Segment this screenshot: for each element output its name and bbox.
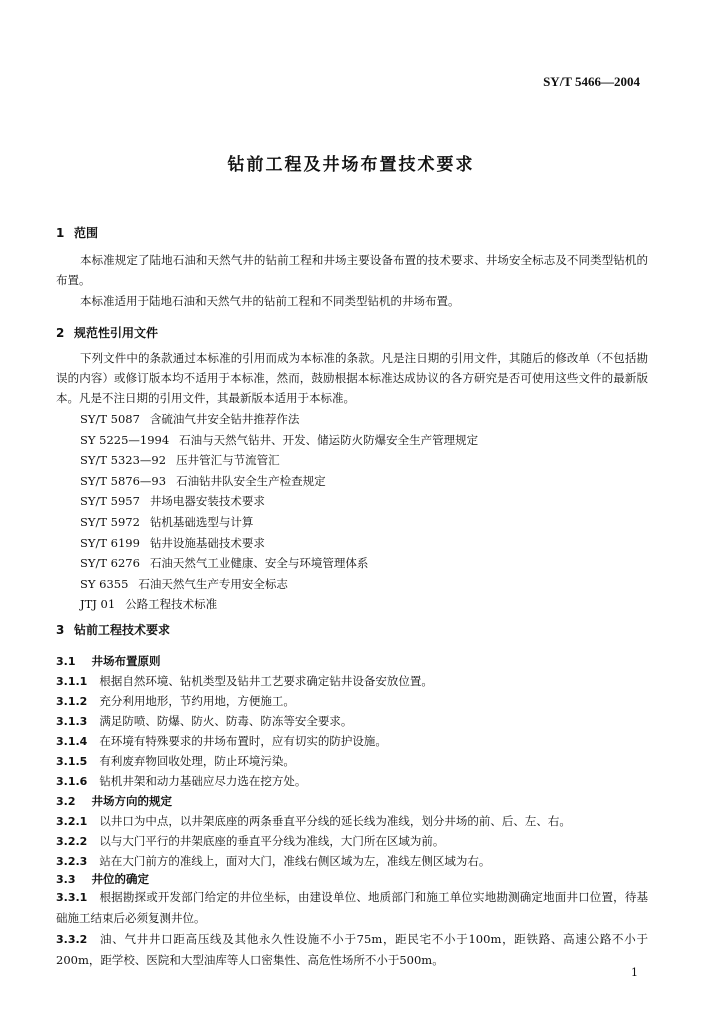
clause-3-1-1	[56, 671, 648, 692]
section-number: 1	[56, 226, 65, 240]
reference-item	[80, 471, 478, 492]
reference-title: 公路工程技术标准	[125, 597, 218, 612]
clause-number: 3.1	[56, 655, 76, 668]
reference-title: 石油天然气工业健康、安全与环境管理体系	[149, 556, 369, 571]
reference-item	[80, 450, 478, 471]
clause-number: 3.2.2	[56, 835, 88, 848]
reference-code: SY/T 5972	[80, 514, 140, 529]
clause-number: 3.1.3	[56, 715, 88, 728]
reference-list	[80, 409, 478, 615]
scope-paragraph-2: 本标准适用于陆地石油和天然气井的钻前工程和不同类型钻机的井场布置。	[80, 294, 460, 308]
reference-item	[80, 594, 478, 615]
clause-text: 根据自然环境、钻机类型及钻井工艺要求确定钻井设备安放位置。	[99, 674, 433, 688]
reference-item	[80, 533, 478, 554]
clause-3-1-3	[56, 711, 648, 732]
reference-code: SY/T 5087	[80, 412, 140, 426]
reference-title: 井场电器安装技术要求	[149, 494, 265, 509]
section-1-heading	[56, 224, 98, 241]
clause-number: 3.2	[56, 795, 76, 808]
page-number: 1	[631, 966, 638, 979]
clause-number: 3.2.1	[56, 815, 88, 828]
section-title: 范围	[74, 226, 99, 240]
reference-item	[80, 553, 478, 574]
reference-code: SY/T 5957	[80, 494, 140, 509]
section-number: 2	[56, 326, 65, 340]
clause-text: 在环境有特殊要求的井场布置时，应有切实的防护设施。	[99, 734, 387, 748]
reference-title: 含硫油气井安全钻井推荐作法	[149, 412, 300, 426]
section-title: 钻前工程技术要求	[74, 623, 171, 637]
clause-number: 3.1.5	[56, 755, 88, 768]
clause-number: 3.3	[56, 873, 76, 886]
reference-item	[80, 512, 478, 533]
clause-text: 钻机井架和动力基础应尽力选在挖方处。	[99, 774, 307, 788]
clause-text: 站在大门前方的准线上，面对大门，准线右侧区域为左，准线左侧区域为右。	[99, 854, 491, 868]
clause-3-3-2	[56, 929, 648, 970]
clause-text: 油、气井井口距高压线及其他永久性设施不小于75m，距民宅不小于100m，距铁路、高速公路不小于200m，距学校、医院和大型油库等人口密集性、高危性场所不小于500m。	[56, 932, 648, 967]
clause-text: 井场布置原则	[91, 654, 161, 668]
reference-code: SY 6355	[80, 576, 129, 591]
clause-number: 3.3.2	[56, 933, 88, 946]
clause-number: 3.2.3	[56, 855, 88, 868]
clause-3-2-2	[56, 831, 648, 852]
clause-number: 3.1.1	[56, 675, 88, 688]
section-number: 3	[56, 623, 65, 637]
clause-3-2-1	[56, 811, 648, 832]
clause-text: 以井口为中点，以井架底座的两条垂直平分线的延长线为准线，划分井场的前、后、左、右。	[99, 814, 571, 828]
clause-text: 充分利用地形，节约用地，方便施工。	[99, 694, 295, 708]
standard-code: SY/T 5466—2004	[543, 74, 640, 89]
references-intro: 下列文件中的条款通过本标准的引用而成为本标准的条款。凡是注日期的引用文件，其随后的修改单（不包括勘误的内容）或修订版本均不适用于本标准，然而，鼓励根据本标准达成协议的各方研究是否可使用这些文件的最新版本。凡是不注日期的引用文件，其最新版本适用于本标准。	[56, 351, 648, 405]
clause-text: 以与大门平行的井架底座的垂直平分线为准线，大门所在区域为前。	[99, 834, 445, 848]
clause-text: 井场方向的规定	[91, 794, 172, 808]
clause-3-1-2	[56, 691, 648, 712]
section-3-heading	[56, 621, 170, 638]
clause-3-1-6	[56, 771, 648, 792]
clause-3-1-4	[56, 731, 648, 752]
reference-code: SY/T 5876—93	[80, 473, 167, 488]
reference-code: JTJ 01	[80, 597, 116, 612]
document-title: 钻前工程及井场布置技术要求	[227, 155, 475, 175]
clause-3-1-heading	[56, 651, 648, 672]
section-2-heading	[56, 324, 158, 341]
reference-item	[80, 430, 478, 451]
clause-number: 3.1.2	[56, 695, 88, 708]
clause-3-1-5	[56, 751, 648, 772]
reference-title: 石油与天然气钻井、开发、储运防火防爆安全生产管理规定	[179, 432, 479, 447]
clause-number: 3.1.6	[56, 775, 88, 788]
clause-number: 3.3.1	[56, 891, 88, 904]
clause-3-3-1	[56, 887, 648, 928]
reference-item	[80, 409, 478, 430]
clause-text: 井位的确定	[91, 872, 149, 886]
reference-item	[80, 574, 478, 595]
section-title: 规范性引用文件	[74, 326, 159, 340]
reference-title: 石油钻井队安全生产检查规定	[176, 473, 326, 488]
clause-text: 根据勘探或开发部门给定的井位坐标，由建设单位、地质部门和施工单位实地勘测确定地面井口位置，待基础施工结束后必须复测井位。	[56, 890, 648, 925]
reference-title: 钻井设施基础技术要求	[149, 535, 265, 550]
reference-title: 压井管汇与节流管汇	[176, 453, 280, 468]
reference-title: 钻机基础选型与计算	[149, 514, 254, 529]
clause-number: 3.1.4	[56, 735, 88, 748]
reference-item	[80, 491, 478, 512]
reference-code: SY 5225—1994	[80, 432, 170, 447]
clause-3-2-heading	[56, 791, 648, 812]
clause-text: 有利废弃物回收处理，防止环境污染。	[99, 754, 295, 768]
clause-text: 满足防喷、防爆、防火、防毒、防冻等安全要求。	[99, 714, 353, 728]
reference-code: SY/T 5323—92	[80, 453, 167, 468]
reference-code: SY/T 6199	[80, 535, 140, 550]
scope-paragraph-1: 本标准规定了陆地石油和天然气井的钻前工程和井场主要设备布置的技术要求、井场安全标志及不同类型钻机的布置。	[56, 253, 648, 287]
reference-code: SY/T 6276	[80, 556, 140, 571]
reference-title: 石油天然气生产专用安全标志	[138, 576, 288, 591]
